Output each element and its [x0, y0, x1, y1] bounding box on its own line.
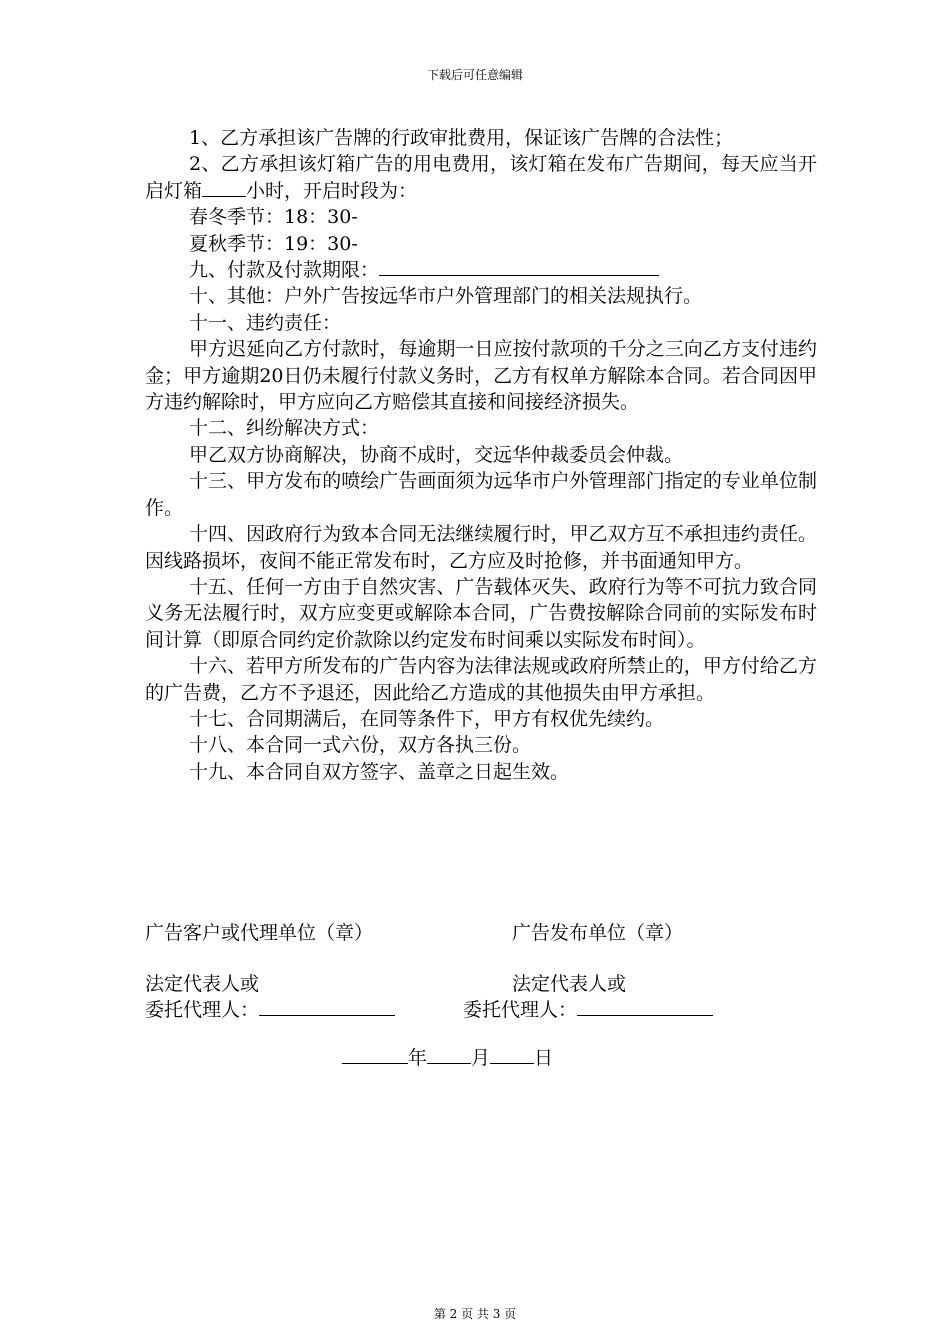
clause-11-body: 甲方迟延向乙方付款时，每逾期一日应按付款项的千分之三向乙方支付违约金；甲方逾期20日仍未履行付款义务时，乙方有权单方解除本合同。若合同因甲方违约解除时，甲方应向乙方赔偿其直接和间接经济损失。	[145, 338, 817, 414]
clause-10: 十、其他：户外广告按远华市户外管理部门的相关法规执行。	[189, 285, 703, 308]
payment-blank	[379, 257, 659, 276]
party-a-title: 广告客户或代理单位（章）	[145, 922, 374, 944]
contract-body	[145, 125, 817, 785]
clause-17: 十七、合同期满后，在同等条件下，甲方有权优先续约。	[189, 707, 665, 730]
clause-13: 十三、甲方发布的喷绘广告画面须为远华市户外管理部门指定的专业单位制作。	[145, 470, 817, 519]
clause-summer-autumn: 夏秋季节：19：30-	[189, 232, 358, 255]
page-number: 第 2 页 共 3 页	[433, 1307, 517, 1321]
clause-15: 十五、任何一方由于自然灾害、广告载体灭失、政府行为等不可抗力致合同义务无法履行时，双方应变更或解除本合同，广告费按解除合同前的实际发布时间计算（即原合同约定价款除以约定发布时间乘以实际发布时间）。	[145, 575, 817, 651]
date-line: 年 月 日	[342, 1045, 553, 1071]
year-blank	[342, 1045, 408, 1064]
clause-19: 十九、本合同自双方签字、盖章之日起生效。	[189, 760, 570, 783]
agent-b-line: 委托代理人：	[463, 997, 713, 1023]
hours-blank	[202, 178, 246, 197]
agent-a-blank	[259, 997, 395, 1016]
clause-9: 九、付款及付款期限：	[145, 257, 817, 283]
clause-1: 1、乙方承担该广告牌的行政审批费用，保证该广告牌的合法性；	[189, 127, 734, 149]
clause-16: 十六、若甲方所发布的广告内容为法律法规或政府所禁止的，甲方付给乙方的广告费，乙方不予退还，因此给乙方造成的其他损失由甲方承担。	[145, 655, 817, 704]
clause-spring-winter: 春冬季节：18：30-	[189, 206, 358, 229]
month-blank	[427, 1045, 471, 1064]
legal-rep-b: 法定代表人或	[512, 973, 627, 995]
clause-12-title: 十二、纠纷解决方式：	[189, 417, 380, 440]
clause-11-title: 十一、违约责任：	[189, 311, 342, 334]
page-header-note: 下载后可任意编辑	[426, 68, 523, 82]
day-blank	[490, 1045, 534, 1064]
agent-b-blank	[577, 997, 713, 1016]
party-b-title: 广告发布单位（章）	[512, 922, 684, 944]
clause-18: 十八、本合同一式六份，双方各执三份。	[189, 734, 532, 757]
agent-a-line: 委托代理人：	[145, 997, 395, 1023]
clause-2: 2、乙方承担该灯箱广告的用电费用，该灯箱在发布广告期间，每天应当开启灯箱 小时，开启时段为：	[145, 153, 817, 202]
clause-14: 十四、因政府行为致本合同无法继续履行时，甲乙双方互不承担违约责任。因线路损坏，夜间不能正常发布时，乙方应及时抢修，并书面通知甲方。	[145, 523, 817, 572]
clause-12-body: 甲乙双方协商解决，协商不成时，交远华仲裁委员会仲裁。	[189, 443, 684, 466]
legal-rep-a: 法定代表人或	[145, 973, 260, 995]
